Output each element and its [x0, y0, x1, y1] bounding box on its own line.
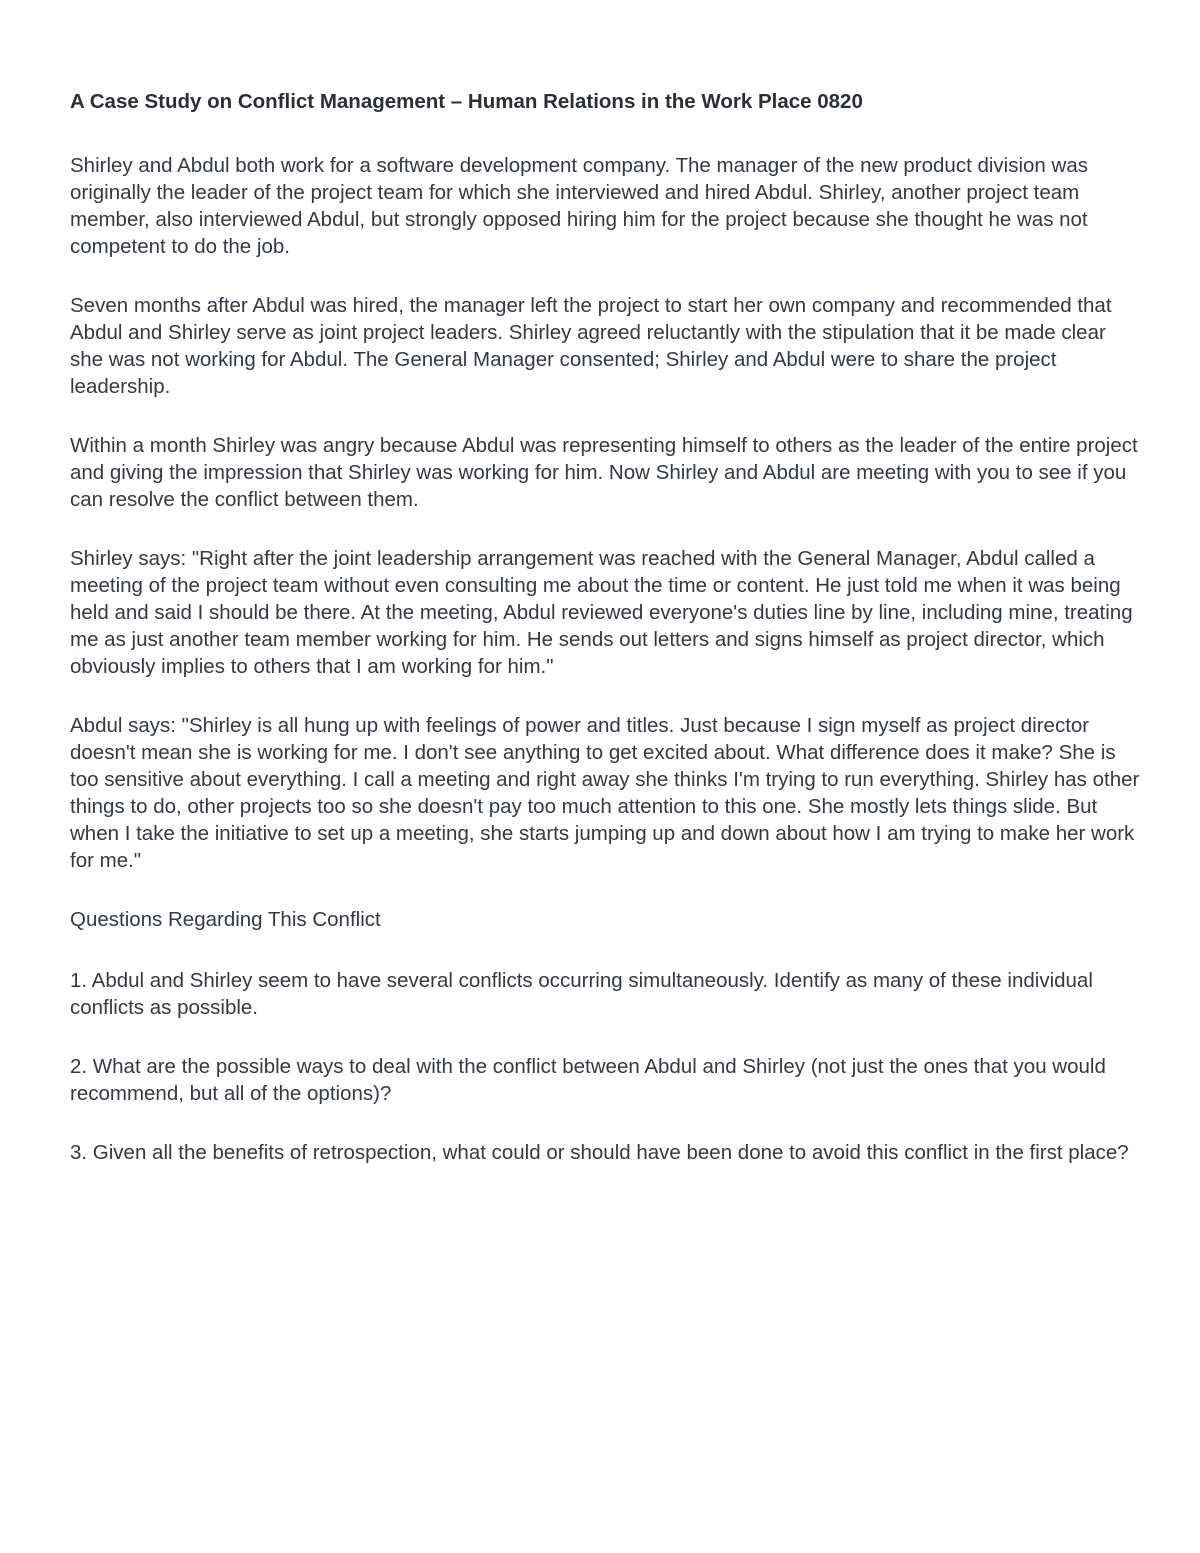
- question-2: 2. What are the possible ways to deal with the conflict between Abdul and Shirley (not just the ones that you would recommend, but all of the options)?: [70, 1055, 1106, 1105]
- questions-heading: Questions Regarding This Conflict: [70, 908, 381, 931]
- paragraph-background: Shirley and Abdul both work for a software development company. The manager of the new product division was originally the leader of the project team for which she interviewed and hired Abdul. Shirley, another project team member, also interviewed Abdul, but strongly opposed hiring him for the project because she thought he was not competent to do the job.: [70, 154, 1088, 258]
- question-1: 1. Abdul and Shirley seem to have several conflicts occurring simultaneously. Identify as many of these individual conflicts as possible.: [70, 969, 1093, 1019]
- document-page: [70, 88, 1140, 1198]
- paragraph-conflict: Within a month Shirley was angry because Abdul was representing himself to others as the leader of the entire project and giving the impression that Shirley was working for him. Now Shirley and Abdul are meeting with you to see if you can resolve the conflict between them.: [70, 434, 1138, 511]
- paragraph-shirley-says: Shirley says: "Right after the joint leadership arrangement was reached with the General Manager, Abdul called a meeting of the project team without even consulting me about the time or content. He just told me when it was being held and said I should be there. At the meeting, Abdul reviewed everyone's duties line by line, including mine, treating me as just another team member working for him. He sends out letters and signs himself as project director, which obviously implies to others that I am working for him.": [70, 547, 1133, 678]
- paragraph-joint-leadership: Seven months after Abdul was hired, the manager left the project to start her own company and recommended that Abdul and Shirley serve as joint project leaders. Shirley agreed reluctantly with the stipulation that it be made clear she was not working for Abdul. The General Manager consented; Shirley and Abdul were to share the project leadership.: [70, 294, 1112, 398]
- question-3: 3. Given all the benefits of retrospection, what could or should have been done to avoid this conflict in the first place?: [70, 1141, 1129, 1164]
- paragraph-abdul-says: Abdul says: "Shirley is all hung up with feelings of power and titles. Just because I sign myself as project director doesn't mean she is working for me. I don't see anything to get excited about. What difference does it make? She is too sensitive about everything. I call a meeting and right away she thinks I'm trying to run everything. Shirley has other things to do, other projects too so she doesn't pay too much attention to this one. She mostly lets things slide. But when I take the initiative to set up a meeting, she starts jumping up and down about how I am trying to make her work for me.": [70, 714, 1140, 872]
- document-title: A Case Study on Conflict Management – Human Relations in the Work Place 0820: [70, 90, 863, 113]
